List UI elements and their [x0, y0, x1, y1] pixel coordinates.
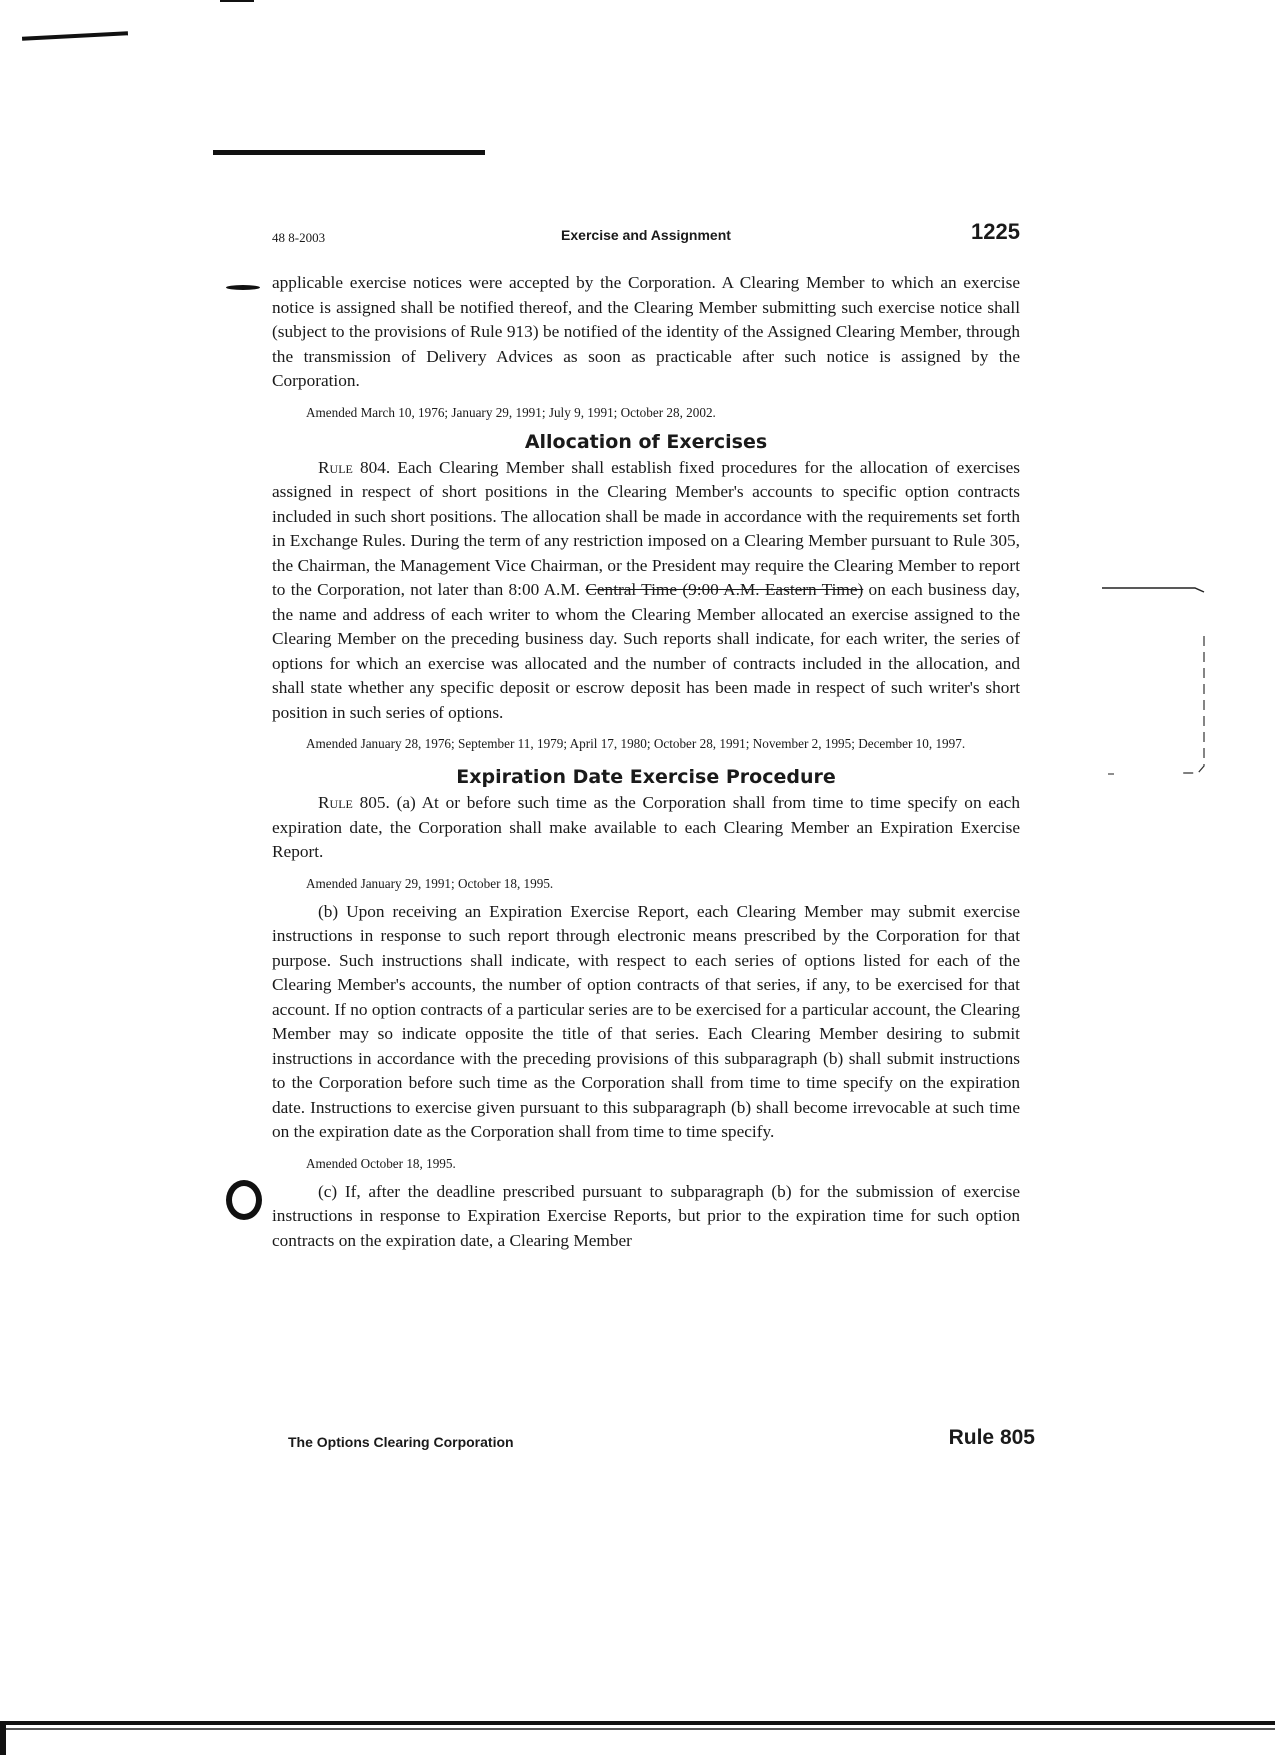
scan-bottom-edge — [0, 1721, 1275, 1725]
rule-804-heading: Allocation of Exercises — [524, 430, 768, 453]
page-footer — [288, 1426, 1035, 1456]
change-bracket-mark — [1100, 584, 1210, 776]
scan-mark-left — [22, 31, 128, 41]
publisher: The Options Clearing Corporation — [288, 1434, 514, 1450]
rule-805-a-paragraph — [272, 791, 1020, 865]
rule-805-b-amended: Amended October 18, 1995. — [306, 1155, 456, 1171]
punch-hole-mark — [226, 1180, 262, 1220]
scan-mark-top — [220, 0, 254, 2]
rule-804-text-after: on each business day, the name and address of each writer to whom the Clearing Member allocated an exercise assigned to the Clearing Member on the preceding business day. Such reports shall indicate, for each writer, the series of options for which an exercise was allocated and the number of contracts included in the allocation, and shall state whether any specific deposit or escrow deposit has been made in respect of such writer's short position in such series of options. — [272, 580, 1021, 722]
document-body — [272, 271, 1020, 1253]
page-number: 1225 — [971, 219, 1020, 244]
rule-word: Rule — [318, 457, 353, 477]
scan-bottom-edge-2 — [0, 1728, 1275, 1730]
scan-bottom-left-border — [0, 1722, 6, 1755]
intro-paragraph: applicable exercise notices were accepted by the Corporation. A Clearing Member to which an exercise notice is assigned shall be notified thereof, and the Clearing Member submitting such exercise notice shall (subject to the provisions of Rule 913) be notified of the identity of the Assigned Clearing Member, through the transmission of Delivery Advices as soon as practicable after such notice is assigned by the Corporation. — [272, 273, 1020, 390]
page-header — [272, 219, 1020, 250]
rule-804-struck-text: Central Time (9:00 A.M. Eastern Time) — [585, 580, 864, 599]
rule-805-a-amended: Amended January 29, 1991; October 18, 1995. — [306, 875, 554, 891]
rule-word: Rule — [318, 793, 353, 812]
scan-arrow-mark — [226, 285, 260, 290]
rule-804-amended: Amended January 28, 1976; September 11, 1979; April 17, 1980; October 28, 1991; November 2, 1995; December 10, 1997. — [306, 736, 966, 751]
intro-amended: Amended March 10, 1976; January 29, 1991; July 9, 1991; October 28, 2002. — [306, 404, 716, 420]
scan-rule-top — [213, 150, 485, 155]
rule-805-a-text: 805. (a) At or before such time as the Corporation shall from time to time specify on each expiration date, the Corporation shall make available to each Clearing Member an Expiration Exercise Report. — [272, 793, 1020, 861]
header-title: Exercise and Assignment — [561, 227, 731, 243]
rule-805-c-paragraph: (c) If, after the deadline prescribed pursuant to subparagraph (b) for the submission of exercise instructions in response to Expiration Exercise Reports, but prior to the expiration time for such option contracts on the expiration date, a Clearing Member — [272, 1181, 1020, 1250]
page-ref: 48 8-2003 — [272, 230, 326, 245]
rule-804-paragraph — [272, 456, 1020, 726]
rule-805-b-paragraph: (b) Upon receiving an Expiration Exercise Report, each Clearing Member may submit exercise instructions in response to such report through electronic means prescribed by the Corporation for that purpose. Such instructions shall indicate, with respect to each series of options listed for each of the Clearing Member's accounts, the number of option contracts of that series, if any, to be exercised for that account. If no option contracts of a particular series are to be exercised for a particular account, the Clearing Member may so indicate opposite the title of that series. Each Clearing Member desiring to submit instructions in accordance with the preceding provisions of this subparagraph (b) shall submit instructions to the Corporation before such time as the Corporation shall from time to time specify on the expiration date. Instructions to exercise given pursuant to this subparagraph (b) shall become irrevocable at such time on the expiration date as the Corporation shall from time to time specify. — [272, 901, 1020, 1141]
rule-805-heading: Expiration Date Exercise Procedure — [456, 766, 836, 788]
rule-804-text-before: 804. Each Clearing Member shall establish fixed procedures for the allocation of exercises assigned in respect of short positions in the Clearing Member's accounts to specific option contracts included in such short positions. The allocation shall be made in accordance with the requirements set forth in Exchange Rules. During the term of any restriction imposed on a Clearing Member pursuant to Rule 305, the Chairman, the Management Vice Chairman, or the President may require the Clearing Member to report to the Corporation, not later than 8:00 A.M. — [272, 457, 1020, 599]
footer-rule-ref: Rule 805 — [948, 1426, 1035, 1449]
